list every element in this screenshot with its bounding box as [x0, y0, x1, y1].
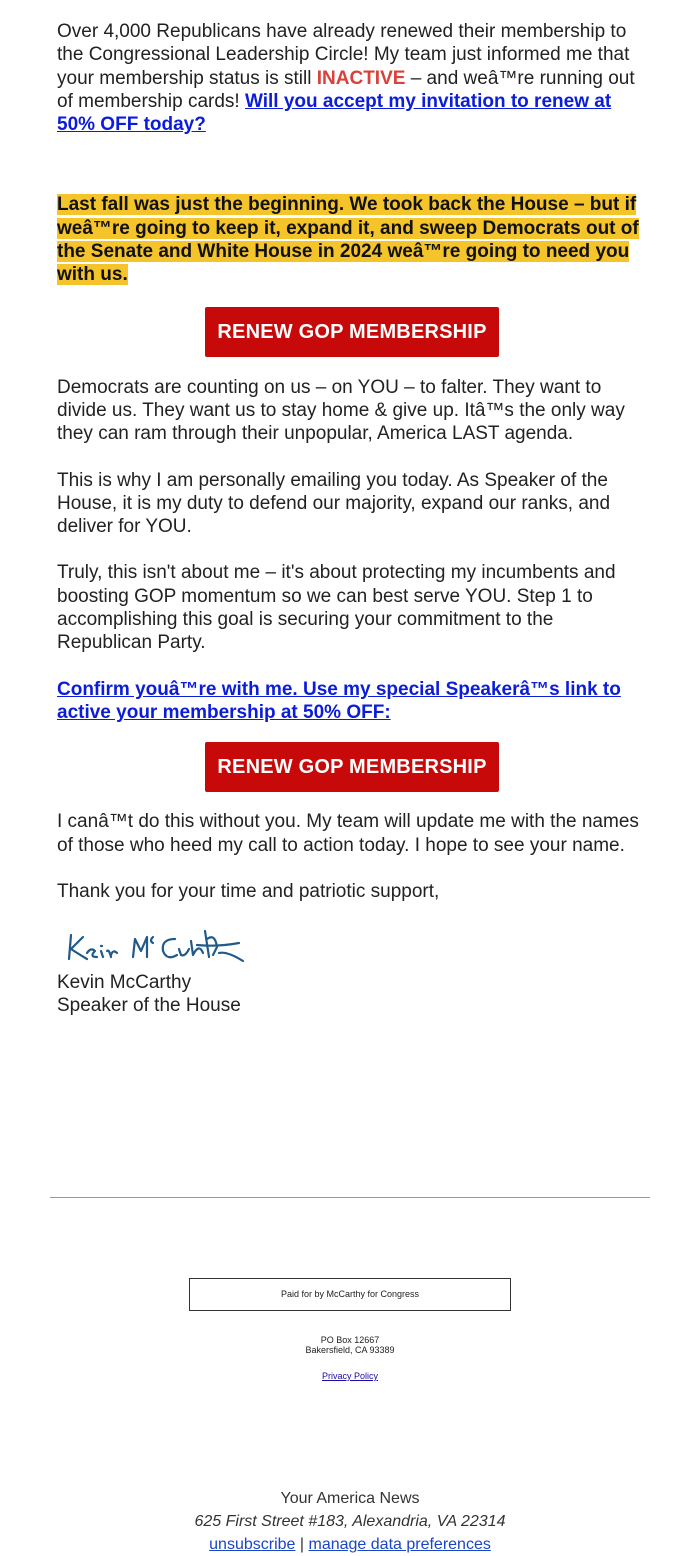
- body-paragraph-2: This is why I am personally emailing you today. As Speaker of the House, it is my duty to defend our majority, expand our ranks, and deliver for YOU.: [57, 469, 611, 538]
- privacy-policy-link[interactable]: Privacy Policy: [321, 1371, 378, 1381]
- sender-name: Kevin McCarthy: [57, 972, 192, 994]
- inactive-status: INACTIVE: [316, 67, 406, 89]
- renew-button-wrap-1: [57, 307, 647, 357]
- closing-paragraph: I canâ™t do this without you. My team will update me with the names of those who heed my call to action today. I hope to see your name.: [57, 811, 639, 856]
- highlight-text: Last fall was just the beginning. We took back the House – but if weâ™re going to keep it, expand it, and sweep Democrats out of the Senate and White House in 2024 weâ™re going to need you with us.: [57, 194, 639, 286]
- handwritten-signature-icon: [57, 921, 257, 971]
- intro-text-before: Over 4,000 Republicans have already renewed their membership to the Congressional Leadership Circle! My team just informed me that your membership status is still: [57, 21, 630, 89]
- po-box: PO Box 12667: [320, 1335, 380, 1345]
- confirm-membership-link[interactable]: Confirm youâ™re with me. Use my special Speakerâ™s link to active your membership at 50% OFF:: [57, 678, 621, 723]
- privacy-wrap: [0, 1371, 700, 1381]
- mailing-address: [0, 1335, 700, 1355]
- paid-for-disclaimer: Paid for by McCarthy for Congress: [189, 1278, 511, 1311]
- signature-image: [57, 921, 647, 971]
- renew-button-wrap-2: [57, 742, 647, 792]
- confirm-paragraph: [57, 678, 647, 725]
- manage-preferences-link[interactable]: manage data preferences: [308, 1536, 491, 1553]
- footer-divider: [50, 1197, 650, 1198]
- intro-paragraph: [57, 20, 647, 136]
- footer-org: Your America News: [280, 1490, 420, 1507]
- highlight-paragraph: [57, 193, 647, 286]
- link-separator: |: [299, 1536, 305, 1553]
- sender-title: Speaker of the House: [57, 995, 241, 1017]
- renew-gop-membership-button-2[interactable]: RENEW GOP MEMBERSHIP: [205, 742, 498, 792]
- unsubscribe-link[interactable]: unsubscribe: [209, 1536, 296, 1553]
- email-body: [57, 20, 647, 1018]
- footer-street: 625 First Street #183, Alexandria, VA 22314: [194, 1513, 506, 1530]
- city-line: Bakersfield, CA 93389: [305, 1345, 395, 1355]
- email-footer: [0, 1487, 700, 1556]
- renew-invitation-link[interactable]: Will you accept my invitation to renew at 50% OFF today?: [57, 90, 612, 136]
- renew-gop-membership-button[interactable]: RENEW GOP MEMBERSHIP: [205, 307, 498, 357]
- intro-text-after: – and weâ™re running out of membership cards!: [57, 67, 635, 112]
- footer-links: [0, 1533, 700, 1556]
- thank-you-line: Thank you for your time and patriotic support,: [57, 880, 440, 902]
- body-paragraph-3: Truly, this isn't about me – it's about protecting my incumbents and boosting GOP momentum so we can best serve YOU. Step 1 to accomplishing this goal is securing your commitment to the Republican Party.: [57, 562, 616, 654]
- body-paragraph-1: Democrats are counting on us – on YOU – to falter. They want to divide us. They want us to stay home & give up. Itâ™s the only way they can ram through their unpopular, America LAST agenda.: [57, 376, 625, 445]
